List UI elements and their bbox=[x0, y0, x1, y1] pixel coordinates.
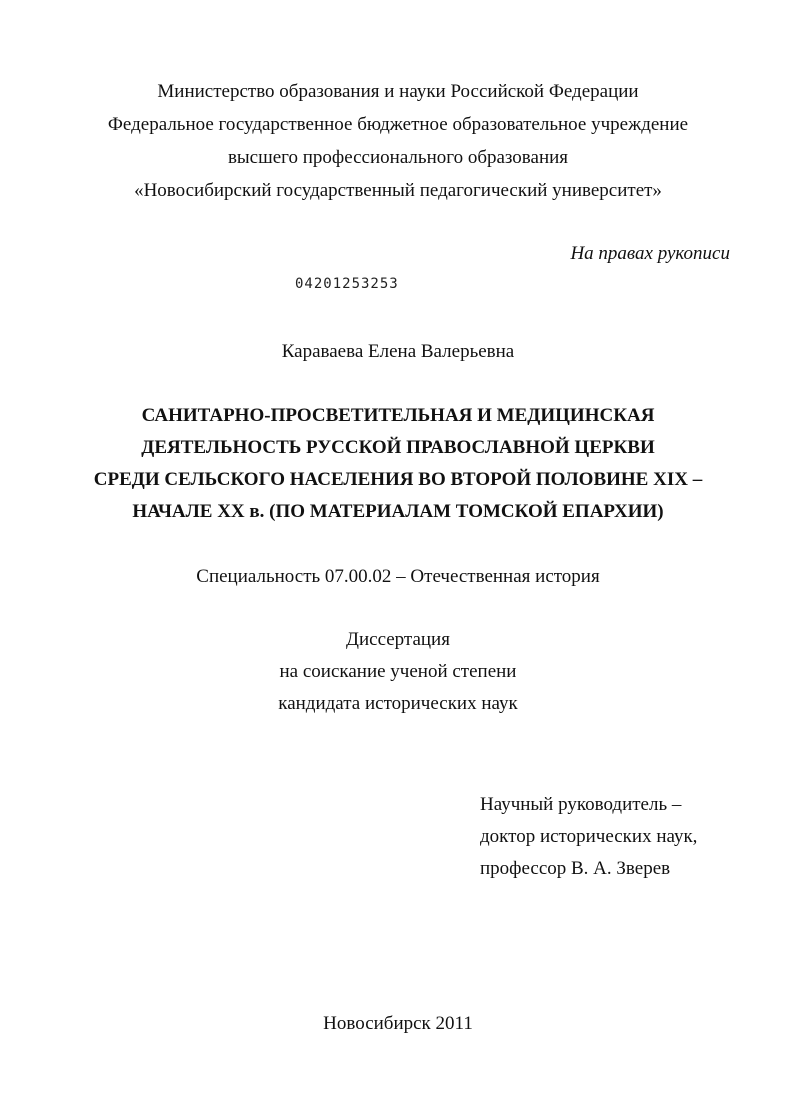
ministry-line: Министерство образования и науки Российской Федерации bbox=[157, 81, 639, 102]
degree-line: кандидата исторических наук bbox=[278, 693, 518, 714]
title-line: НАЧАЛЕ XX в. (ПО МАТЕРИАЛАМ ТОМСКОЙ ЕПАРХИИ) bbox=[132, 501, 664, 522]
institution-type-line: Федеральное государственное бюджетное образовательное учреждение bbox=[107, 114, 689, 135]
title-line: САНИТАРНО-ПРОСВЕТИТЕЛЬНАЯ И МЕДИЦИНСКАЯ bbox=[141, 405, 655, 426]
title-line: ДЕЯТЕЛЬНОСТЬ РУССКОЙ ПРАВОСЛАВНОЙ ЦЕРКВИ bbox=[141, 437, 655, 458]
manuscript-rights-note: На правах рукописи bbox=[570, 243, 730, 264]
degree-line: на соискание ученой степени bbox=[279, 661, 517, 682]
specialty-line: Специальность 07.00.02 – Отечественная история bbox=[196, 566, 600, 587]
title-line: СРЕДИ СЕЛЬСКОГО НАСЕЛЕНИЯ ВО ВТОРОЙ ПОЛОВИНЕ XIX – bbox=[93, 469, 703, 490]
document-code-stamp: 04201253253 bbox=[295, 276, 399, 292]
supervisor-line: профессор В. А. Зверев bbox=[480, 858, 671, 879]
city-year-footer: Новосибирск 2011 bbox=[323, 1013, 473, 1034]
supervisor-block bbox=[480, 789, 697, 885]
university-name-line: «Новосибирский государственный педагогический университет» bbox=[134, 180, 662, 201]
supervisor-line: Научный руководитель – bbox=[480, 794, 682, 815]
degree-line: Диссертация bbox=[346, 629, 450, 650]
supervisor-line: доктор исторических наук, bbox=[480, 826, 698, 847]
author-name: Караваева Елена Валерьевна bbox=[281, 341, 515, 362]
education-level-line: высшего профессионального образования bbox=[227, 147, 569, 168]
